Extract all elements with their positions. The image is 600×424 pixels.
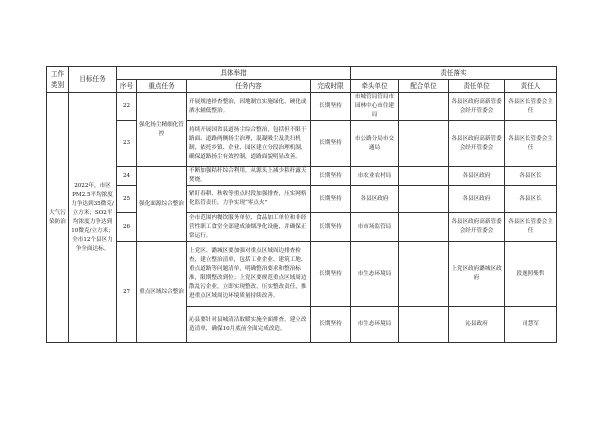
resp-unit-cell: 各县区政府: [449, 186, 505, 213]
coop-unit-cell: [399, 307, 449, 343]
lead-unit-cell: 市市场监管局: [351, 213, 399, 242]
header-cooperating-unit: 配合单位: [399, 80, 449, 93]
category-cell: 大气污染防治: [47, 93, 69, 343]
key-task-cell: 强化面源综合整治: [137, 167, 187, 242]
deadline-cell: 长期坚持: [311, 213, 351, 242]
header-measures: 具体举措: [117, 67, 351, 80]
coop-unit-cell: [399, 93, 449, 121]
seq-cell: 22: [117, 93, 137, 121]
resp-person-cell: 段逸照柴哲: [505, 242, 557, 307]
resp-person-cell: 各县区长管委会主任: [505, 121, 557, 167]
header-deadline: 完成时限: [311, 80, 351, 93]
header-category: 工作类别: [47, 67, 69, 93]
deadline-cell: 长期坚持: [311, 307, 351, 343]
content-cell: 沁县要针对县城清洁取暖实施全面排查，建立改造清单，确保10月底前全面完成改造。: [187, 307, 311, 343]
resp-unit-cell: 各县区政府: [449, 167, 505, 186]
resp-person-cell: 各县区长管委会主任: [505, 93, 557, 121]
resp-person-cell: 各县区长管委会主任: [505, 213, 557, 242]
header-seq: 序号: [117, 80, 137, 93]
seq-cell: 26: [117, 213, 137, 242]
content-cell: 开展规池择查整治，因地制宜实施绿化、硬化或洒水辅低整治。: [187, 93, 311, 121]
header-target: 目标任务: [69, 67, 117, 93]
header-responsible-unit: 责任单位: [449, 80, 505, 93]
content-cell: 不断加强秸秆综合利用，从源头上减少秸秆露天焚烧。: [187, 167, 311, 186]
resp-person-cell: 各县区长: [505, 186, 557, 213]
task-table: [46, 66, 557, 343]
seq-cell: 25: [117, 186, 137, 213]
seq-cell: 23: [117, 121, 137, 167]
seq-cell: 27: [117, 242, 137, 343]
content-cell: 持续开展国省县道扬尘综合整治，包括但不限于路面、道路两侧扬尘治理，混凝吸尘及洗扫机制，依托乡镇、企业、园区建立分段治理机制，确保道路扬尘有效控制，道路面貌明显改善。: [187, 121, 311, 167]
resp-unit-cell: 各县区政府高新管委会经开管委会: [449, 93, 505, 121]
key-task-cell: 强化扬尘精细化管控: [137, 93, 187, 167]
coop-unit-cell: [399, 121, 449, 167]
deadline-cell: 长期坚持: [311, 121, 351, 167]
resp-unit-cell: 各县区政府高新管委会经开管委会: [449, 121, 505, 167]
lead-unit-cell: 市生态环境局: [351, 307, 399, 343]
content-cell: 上党区、潞城区要加强对重点区域周边排查检查，建立整治清单，包括工业企业、建筑工地、重点道路等问题清单，明确整治要求和整治标准，限期整改到位；上党区要规范重点区域周边散乱污企业，立即实现整改，压实整改责任，推进重点区域周边环境质量持续改善。: [187, 242, 311, 307]
resp-unit-cell: 沁县政府: [449, 307, 505, 343]
header-responsible-person: 责任人: [505, 80, 557, 93]
resp-person-cell: 司慧军: [505, 307, 557, 343]
content-cell: 全市范围内餐饮服务单位、食品加工单位和非经营性职工食堂全部建成油烟净化设施，并确保正常运行。: [187, 213, 311, 242]
coop-unit-cell: [399, 186, 449, 213]
header-content: 任务内容: [187, 80, 311, 93]
lead-unit-cell: 市农业农村局: [351, 167, 399, 186]
seq-cell: 24: [117, 167, 137, 186]
resp-unit-cell: 各县区政府高新管委会经开管委会: [449, 213, 505, 242]
lead-unit-cell: 市生态环境局: [351, 242, 399, 307]
lead-unit-cell: 各县区政府: [351, 186, 399, 213]
deadline-cell: 长期坚持: [311, 93, 351, 121]
content-cell: 紧盯春耕、秋收等重点时段加强排查，压实网格化监管责任，力争实现“零点火”: [187, 186, 311, 213]
lead-unit-cell: 市公路分局市交通局: [351, 121, 399, 167]
deadline-cell: 长期坚持: [311, 167, 351, 186]
key-task-cell: 重点区域综合整治: [137, 242, 187, 343]
header-key-task: 重点任务: [137, 80, 187, 93]
coop-unit-cell: [399, 167, 449, 186]
header-lead-unit: 牵头单位: [351, 80, 399, 93]
coop-unit-cell: [399, 242, 449, 307]
lead-unit-cell: 市城管局管局市园林中心市住建局: [351, 93, 399, 121]
header-responsibility: 责任落实: [351, 67, 557, 80]
deadline-cell: 长期坚持: [311, 186, 351, 213]
resp-unit-cell: 上党区政府潞城区政府: [449, 242, 505, 307]
coop-unit-cell: [399, 213, 449, 242]
deadline-cell: 长期坚持: [311, 242, 351, 307]
target-cell: 2022年，市区PM2.5平均浓度力争达到35微克/立方米；SO2平均浓度力争达到10微克/立方米；全市12个县区力争全面达标。: [69, 93, 117, 343]
resp-person-cell: 各县区长: [505, 167, 557, 186]
